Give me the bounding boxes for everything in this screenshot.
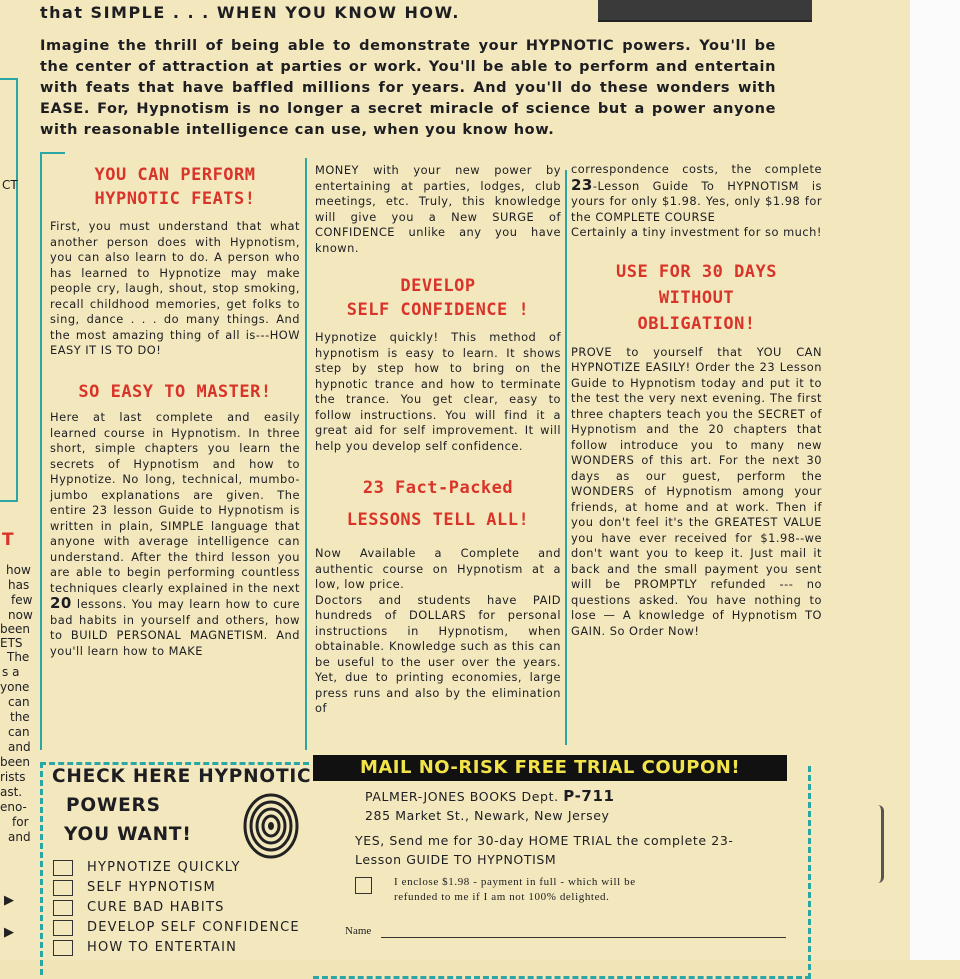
lesson-count: 20 — [50, 594, 72, 612]
checkbox[interactable] — [53, 880, 73, 896]
text-fragment: T — [2, 530, 14, 550]
staple-mark — [875, 805, 884, 883]
name-input-line[interactable] — [381, 937, 786, 938]
coupon-banner: MAIL NO-RISK FREE TRIAL COUPON! — [313, 755, 787, 781]
text-fragment: and — [8, 740, 31, 754]
heading-easy-to-master: SO EASY TO MASTER! — [78, 381, 272, 402]
checkbox[interactable] — [53, 940, 73, 956]
text-fragment: ast. — [0, 785, 23, 799]
body-paragraph: Hypnotize quickly! This method of hypnotism is easy to learn. It shows step by step how to bring on the hypnotic trance and how to terminate the trance. You get clear, easy to follow instructions. You will find it a great aid for self improvement. It will help you develop self confidence. — [315, 330, 561, 453]
body-paragraph: PROVE to yourself that YOU CAN HYPNOTIZE EASILY! Order the 23 Lesson Guide to Hypnotism today and put it to the test the very next evening. The first three chapters teach you the SECRET of Hypnotism and the 20 chapters that follow introduce you to many new WONDERS of this art. For the next 30 days as our guest, perform the WONDERS of Hypnotism among your friends, at home and at work. Then if you don't feel it's the GREATEST VALUE you have ever received for $1.98--we don't want you to keep it. Just mail it back and the small payment you sent will be PROMPTLY refunded --- no questions asked. You have nothing to lose — A knowledge of Hypnotism TO GAIN. So Order Now! — [571, 344, 822, 638]
hypnotic-spiral-icon — [243, 793, 299, 859]
body-paragraph: First, you must understand that what another person does with Hypnotism, you can also learn to do. A person who has learned to Hypnotize may make people cry, laugh, shout, stop smoking, recall childhood memories, get folks to sing, dance . . . do many things. And the most amazing thing of all is---HOW EASY IT IS TO DO! — [50, 219, 300, 357]
heading-line: SELF CONFIDENCE ! — [346, 300, 530, 320]
text-fragment: The — [7, 650, 30, 664]
body-paragraph: Doctors and students have PAID hundreds of DOLLARS for personal instructions in Hypnotism, when obtainable. Knowledge such as this can be useful to the user over the years. Yet, due to printing economies, large press runs and also by the elimination of — [315, 592, 561, 715]
column-rule — [305, 158, 307, 750]
checklist-label: HOW TO ENTERTAIN — [87, 940, 238, 955]
body-paragraph — [50, 410, 300, 659]
text-fragment: ETS — [0, 636, 23, 650]
order-request: YES, Send me for 30-day HOME TRIAL the complete 23- — [355, 833, 734, 848]
text-fragment: how — [6, 563, 31, 577]
intro-paragraph: Imagine the thrill of being able to demonstrate your HYPNOTIC powers. You'll be the center of attraction at parties or work. You'll be able to perform and entertain with feats that have baffled millions for years. And you'll do these wonders with EASE. For, Hypnotism is no longer a secret miracle of science but a power anyone with reasonable intelligence can use, when you know how. — [40, 38, 776, 138]
heading-30-days — [571, 259, 822, 337]
text-fragment: yone — [0, 680, 30, 694]
publisher-name: PALMER-JONES BOOKS Dept. — [365, 789, 559, 804]
text-fragment: can — [8, 725, 30, 739]
heading-line: 23 Fact-Packed — [362, 478, 514, 498]
text-fragment: been — [0, 622, 30, 636]
checkbox[interactable] — [53, 860, 73, 876]
text-fragment: few — [11, 593, 33, 607]
heading-line: USE FOR 30 DAYS — [615, 261, 778, 282]
heading-line: OBLIGATION! — [637, 313, 756, 334]
department-code: P-711 — [563, 787, 615, 805]
text-fragment: been — [0, 755, 30, 769]
checklist-label: CURE BAD HABITS — [87, 900, 225, 915]
text-run: correspondence costs, the complete — [571, 162, 822, 176]
column-2 — [315, 163, 561, 717]
arrow-icon: ▶ — [4, 893, 14, 908]
text-fragment: for — [12, 815, 29, 829]
checkbox[interactable] — [53, 900, 73, 916]
text-fragment: now — [8, 608, 33, 622]
body-paragraph: Certainly a tiny investment for so much! — [571, 225, 822, 239]
text-fragment: s a — [2, 665, 20, 679]
payment-text — [394, 875, 636, 905]
left-frame — [0, 78, 18, 502]
column-3 — [571, 162, 822, 639]
text-fragment: can — [8, 695, 30, 709]
body-paragraph: Now Available a Complete and authentic course on Hypnotism at a low, low price. — [315, 546, 561, 591]
text-fragment: eno- — [0, 800, 27, 814]
checkbox[interactable] — [53, 920, 73, 936]
column-rule — [40, 152, 42, 750]
heading-line: HYPNOTIC FEATS! — [94, 189, 256, 209]
checklist-label: SELF HYPNOTISM — [87, 880, 216, 895]
heading-line: CHECK HERE HYPNOTIC — [52, 766, 312, 787]
heading-line: POWERS — [66, 795, 161, 816]
heading-line: YOU WANT! — [64, 824, 192, 845]
text-run: Here at last complete and easily learned course in Hypnotism. In three short, simple chapters you learn the secrets of Hypnotism and how to Hypnotize. No long, technical, mumbo-jumbo explanations are given. The entire 23 lesson Guide to Hypnotism is written in plain, SIMPLE language that anyone with average intelligence can understand. After the third lesson you are able to begin performing countless techniques clearly explained in the next — [50, 410, 300, 595]
heading-perform-feats — [50, 163, 300, 211]
text-fragment: and — [8, 830, 31, 844]
text-fragment: rists — [0, 770, 26, 784]
heading-line: DEVELOP — [400, 276, 476, 296]
heading-fact-packed — [315, 472, 561, 536]
publisher-line — [355, 787, 734, 806]
publisher-address: 285 Market St., Newark, New Jersey — [365, 808, 610, 823]
column-rule — [40, 152, 65, 154]
left-column-fragment — [0, 0, 38, 960]
checklist-item[interactable] — [53, 938, 300, 958]
photo-fragment — [598, 0, 812, 22]
payment-line: I enclose $1.98 - payment in full - which will be — [394, 876, 636, 888]
text-fragment: has — [8, 578, 30, 592]
payment-line: refunded to me if I am not 100% delighted. — [394, 891, 610, 903]
checklist — [53, 858, 300, 958]
heading-line: WITHOUT — [658, 287, 735, 308]
column-1 — [50, 163, 300, 659]
text-run: lessons. You may learn how to cure bad habits in yourself and others, how to BUILD PERSONAL MAGNETISM. And you'll learn how to MAKE — [50, 597, 300, 658]
checklist-label: HYPNOTIZE QUICKLY — [87, 860, 241, 875]
checklist-item[interactable] — [53, 858, 300, 878]
body-paragraph — [571, 162, 822, 225]
heading-line: LESSONS TELL ALL! — [346, 510, 530, 530]
payment-option[interactable] — [355, 875, 734, 905]
lesson-count: 23 — [571, 175, 593, 194]
checklist-item[interactable] — [53, 878, 300, 898]
payment-checkbox[interactable] — [355, 877, 372, 894]
column-rule — [565, 170, 567, 745]
body-paragraph: MONEY with your new power by entertaining at parties, lodges, club meetings, etc. Truly, this knowledge will give you a New SURGE of CONFIDENCE unlike any you have known. — [315, 163, 561, 255]
text-fragment: the — [10, 710, 30, 724]
text-fragment: CT — [2, 178, 18, 192]
coupon-body — [355, 787, 734, 905]
heading-self-confidence — [315, 274, 561, 322]
headline: that SIMPLE . . . WHEN YOU KNOW HOW. — [40, 3, 460, 22]
heading-line: YOU CAN PERFORM — [94, 165, 256, 185]
checklist-item[interactable] — [53, 918, 300, 938]
text-run: -Lesson Guide To HYPNOTISM is yours for only $1.98. Yes, only $1.98 for the COMPLETE COURSE — [571, 178, 822, 224]
name-label: Name — [345, 925, 372, 937]
order-request: Lesson GUIDE TO HYPNOTISM — [355, 852, 557, 867]
checklist-label: DEVELOP SELF CONFIDENCE — [87, 920, 300, 935]
checklist-item[interactable] — [53, 898, 300, 918]
arrow-icon: ▶ — [4, 925, 14, 940]
page-edge-background — [910, 0, 960, 960]
